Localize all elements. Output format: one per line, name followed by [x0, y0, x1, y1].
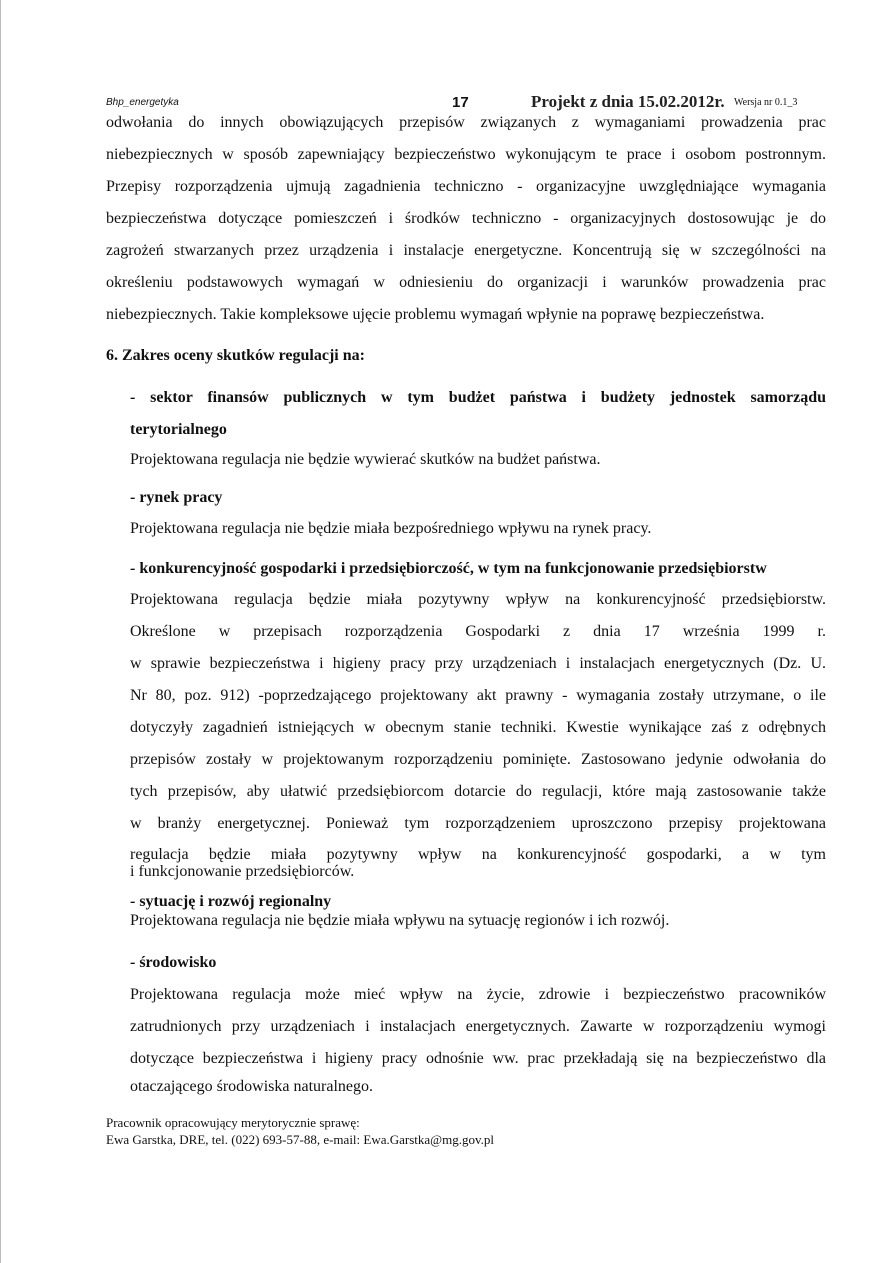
paragraph-line: niebezpiecznych. Takie kompleksowe ujęcie problemu wymagań wpłynie na poprawę bezpieczeństwa. — [106, 306, 765, 323]
paragraph-line: tych przepisów, aby ułatwić przedsiębiorcom dotarcie do regulacji, które mają zastosowanie także — [130, 783, 826, 800]
paragraph-line: zagrożeń stwarzanych przez urządzenia i instalacje energetyczne. Koncentrują się w szczególności na — [106, 242, 826, 259]
paragraph-line: Projektowana regulacja nie będzie wywierać skutków na budżet państwa. — [130, 451, 601, 468]
paragraph-line: Nr 80, poz. 912) -poprzedzającego projektowany akt prawny - wymagania zostały utrzymane, o ile — [130, 687, 826, 704]
paragraph-line: określeniu podstawowych wymagań w odniesieniu do organizacji i warunków prowadzenia prac — [106, 274, 826, 291]
subsection-heading: terytorialnego — [130, 421, 227, 438]
paragraph-line: dotyczące bezpieczeństwa i higieny pracy odnośnie ww. prac przekładają się na bezpieczeństwo dla — [130, 1050, 826, 1067]
subsection-heading: - konkurencyjność gospodarki i przedsiębiorczość, w tym na funkcjonowanie przedsiębiorstw — [130, 560, 767, 577]
paragraph-line: w branży energetycznej. Ponieważ tym rozporządzeniem uproszczono przepisy projektowana — [130, 815, 826, 832]
paragraph-line: bezpieczeństwa dotyczące pomieszczeń i środków techniczno - organizacyjnych dostosowując je do — [106, 210, 826, 227]
paragraph-line: Przepisy rozporządzenia ujmują zagadnienia techniczno - organizacyjne uwzględniające wymagania — [106, 178, 826, 195]
paragraph-line: w sprawie bezpieczeństwa i higieny pracy przy urządzeniach i instalacjach energetycznych (Dz. U. — [130, 655, 826, 672]
paragraph-line: Projektowana regulacja będzie miała pozytywny wpływ na konkurencyjność przedsiębiorstw. — [130, 591, 826, 608]
subsection-heading: - rynek pracy — [130, 489, 223, 506]
paragraph-line: otaczającego środowiska naturalnego. — [130, 1078, 374, 1095]
paragraph-line: odwołania do innych obowiązujących przepisów związanych z wymaganiami prowadzenia prac — [106, 114, 826, 131]
paragraph-line: przepisów zostały w projektowanym rozporządzeniu pominięte. Zastosowano jedynie odwołania do — [130, 751, 826, 768]
version-label: Wersja nr 0.1_3 — [734, 97, 798, 108]
subsection-heading: - sytuację i rozwój regionalny — [130, 893, 332, 910]
paragraph-line: regulacja będzie miała pozytywny wpływ na konkurencyjność gospodarki, a w tym — [130, 846, 826, 863]
paragraph-line: i funkcjonowanie przedsiębiorców. — [130, 863, 355, 880]
paragraph-line: Projektowana regulacja może mieć wpływ na życie, zdrowie i bezpieczeństwo pracowników — [130, 986, 826, 1003]
footer-line: Pracownik opracowujący merytorycznie sprawę: — [106, 1115, 360, 1130]
section-heading: 6. Zakres oceny skutków regulacji na: — [106, 347, 365, 364]
scan-edge — [0, 0, 1, 1263]
header-doc-name: Bhp_energetyka — [106, 97, 179, 108]
paragraph-line: niebezpiecznych w sposób zapewniający bezpieczeństwo wykonującym te prace i osobom postronnym. — [106, 146, 826, 163]
paragraph-line: Projektowana regulacja nie będzie miała bezpośredniego wpływu na rynek pracy. — [130, 520, 652, 537]
paragraph-line: zatrudnionych przy urządzeniach i instalacjach energetycznych. Zawarte w rozporządzeniu wymogi — [130, 1018, 826, 1035]
subsection-heading: - sektor finansów publicznych w tym budżet państwa i budżety jednostek samorządu — [130, 389, 826, 406]
paragraph-line: dotyczyły zagadnień istniejących w obecnym stanie techniki. Kwestie wynikające zaś z odrębnych — [130, 719, 826, 736]
subsection-heading: - środowisko — [130, 954, 217, 971]
project-date: Projekt z dnia 15.02.2012r. — [531, 92, 725, 111]
footer-contact: Ewa Garstka, DRE, tel. (022) 693-57-88, e-mail: Ewa.Garstka@mg.gov.pl — [106, 1132, 495, 1147]
paragraph-line: Określone w przepisach rozporządzenia Gospodarki z dnia 17 września 1999 r. — [130, 623, 826, 640]
paragraph-line: Projektowana regulacja nie będzie miała wpływu na sytuację regionów i ich rozwój. — [130, 912, 670, 929]
page-number: 17 — [452, 94, 469, 111]
